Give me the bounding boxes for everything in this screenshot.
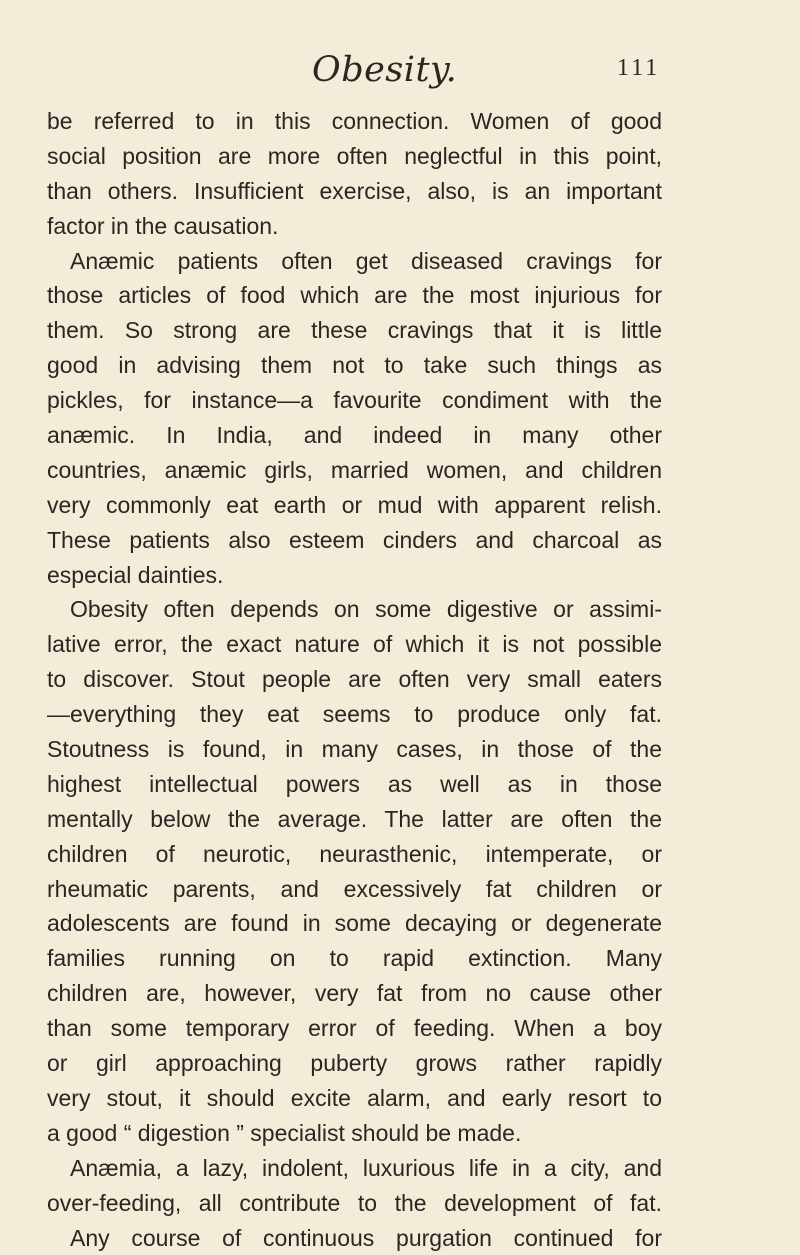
text-line: Anæmic patients often get diseased cravings for xyxy=(47,244,662,279)
text-line: anæmic. In India, and indeed in many other xyxy=(47,418,662,453)
text-line: to discover. Stout people are often very small eaters xyxy=(47,662,662,697)
text-line: be referred to in this connection. Women of good xyxy=(47,104,662,139)
text-line: families running on to rapid extinction. Many xyxy=(47,941,662,976)
text-line: social position are more often neglectful in this point, xyxy=(47,139,662,174)
page-number: 111 xyxy=(617,53,660,83)
text-line: pickles, for instance—a favourite condiment with the xyxy=(47,383,662,418)
text-line: adolescents are found in some decaying or degenerate xyxy=(47,906,662,941)
text-line: them. So strong are these cravings that it is little xyxy=(47,313,662,348)
text-line: those articles of food which are the most injurious for xyxy=(47,278,662,313)
text-line: Stoutness is found, in many cases, in those of the xyxy=(47,732,662,767)
text-line: very commonly eat earth or mud with apparent relish. xyxy=(47,488,662,523)
text-line: children of neurotic, neurasthenic, intemperate, or xyxy=(47,837,662,872)
text-line: over-feeding, all contribute to the development of fat. xyxy=(47,1186,662,1221)
text-line: very stout, it should excite alarm, and early resort to xyxy=(47,1081,662,1116)
text-line: lative error, the exact nature of which it is not possible xyxy=(47,627,662,662)
text-line: than others. Insufficient exercise, also, is an important xyxy=(47,174,662,209)
text-line: Obesity often depends on some digestive or assimi- xyxy=(47,592,662,627)
text-line: children are, however, very fat from no cause other xyxy=(47,976,662,1011)
text-line: highest intellectual powers as well as in those xyxy=(47,767,662,802)
text-line: especial dainties. xyxy=(47,558,662,593)
text-line: than some temporary error of feeding. When a boy xyxy=(47,1011,662,1046)
text-line: rheumatic parents, and excessively fat children or xyxy=(47,872,662,907)
running-title: Obesity. xyxy=(312,48,457,92)
text-line: These patients also esteem cinders and charcoal as xyxy=(47,523,662,558)
body-text xyxy=(47,104,662,1255)
running-head xyxy=(0,48,800,98)
text-line: a good “ digestion ” specialist should be made. xyxy=(47,1116,662,1151)
text-line: factor in the causation. xyxy=(47,209,662,244)
text-line: countries, anæmic girls, married women, and children xyxy=(47,453,662,488)
text-line: Anæmia, a lazy, indolent, luxurious life in a city, and xyxy=(47,1151,662,1186)
text-line: mentally below the average. The latter are often the xyxy=(47,802,662,837)
text-line: good in advising them not to take such things as xyxy=(47,348,662,383)
text-line: —everything they eat seems to produce only fat. xyxy=(47,697,662,732)
text-line: or girl approaching puberty grows rather rapidly xyxy=(47,1046,662,1081)
text-line: Any course of continuous purgation continued for xyxy=(47,1221,662,1255)
